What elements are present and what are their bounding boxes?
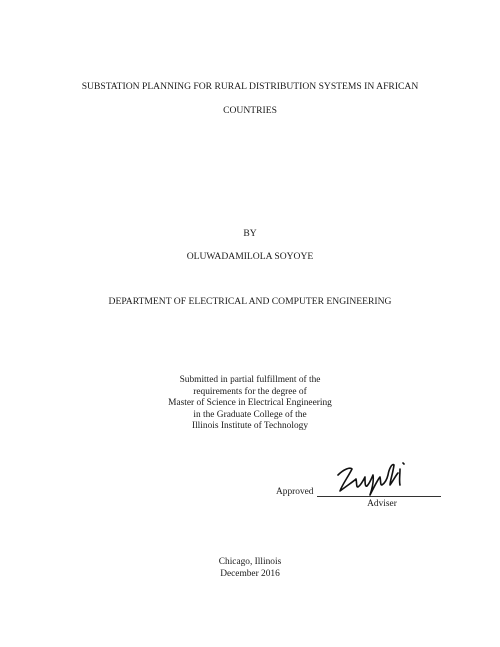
submission-line: requirements for the degree of [193,386,307,397]
submission-line: Submitted in partial fulfillment of the [179,375,321,385]
submission-line: in the Graduate College of the [193,409,307,420]
thesis-title-line-1: SUBSTATION PLANNING FOR RURAL DISTRIBUTION SYSTEMS IN AFRICAN [81,81,419,92]
place: Chicago, Illinois [218,557,282,567]
signature-line [317,496,441,497]
date: December 2016 [220,569,280,579]
author-name: OLUWADAMILOLA SOYOYE [186,251,314,262]
adviser-label: Adviser [367,499,397,509]
submission-statement [0,375,500,433]
approved-label: Approved [276,487,314,497]
submission-line: Illinois Institute of Technology [191,421,309,431]
thesis-title-line-2: COUNTRIES [223,105,277,116]
by-label: BY [243,228,257,239]
submission-line: Master of Science in Electrical Engineering [168,398,332,408]
place-and-date [0,556,500,580]
adviser-signature [330,455,440,497]
department-name: DEPARTMENT OF ELECTRICAL AND COMPUTER ENGINEERING [108,296,392,307]
